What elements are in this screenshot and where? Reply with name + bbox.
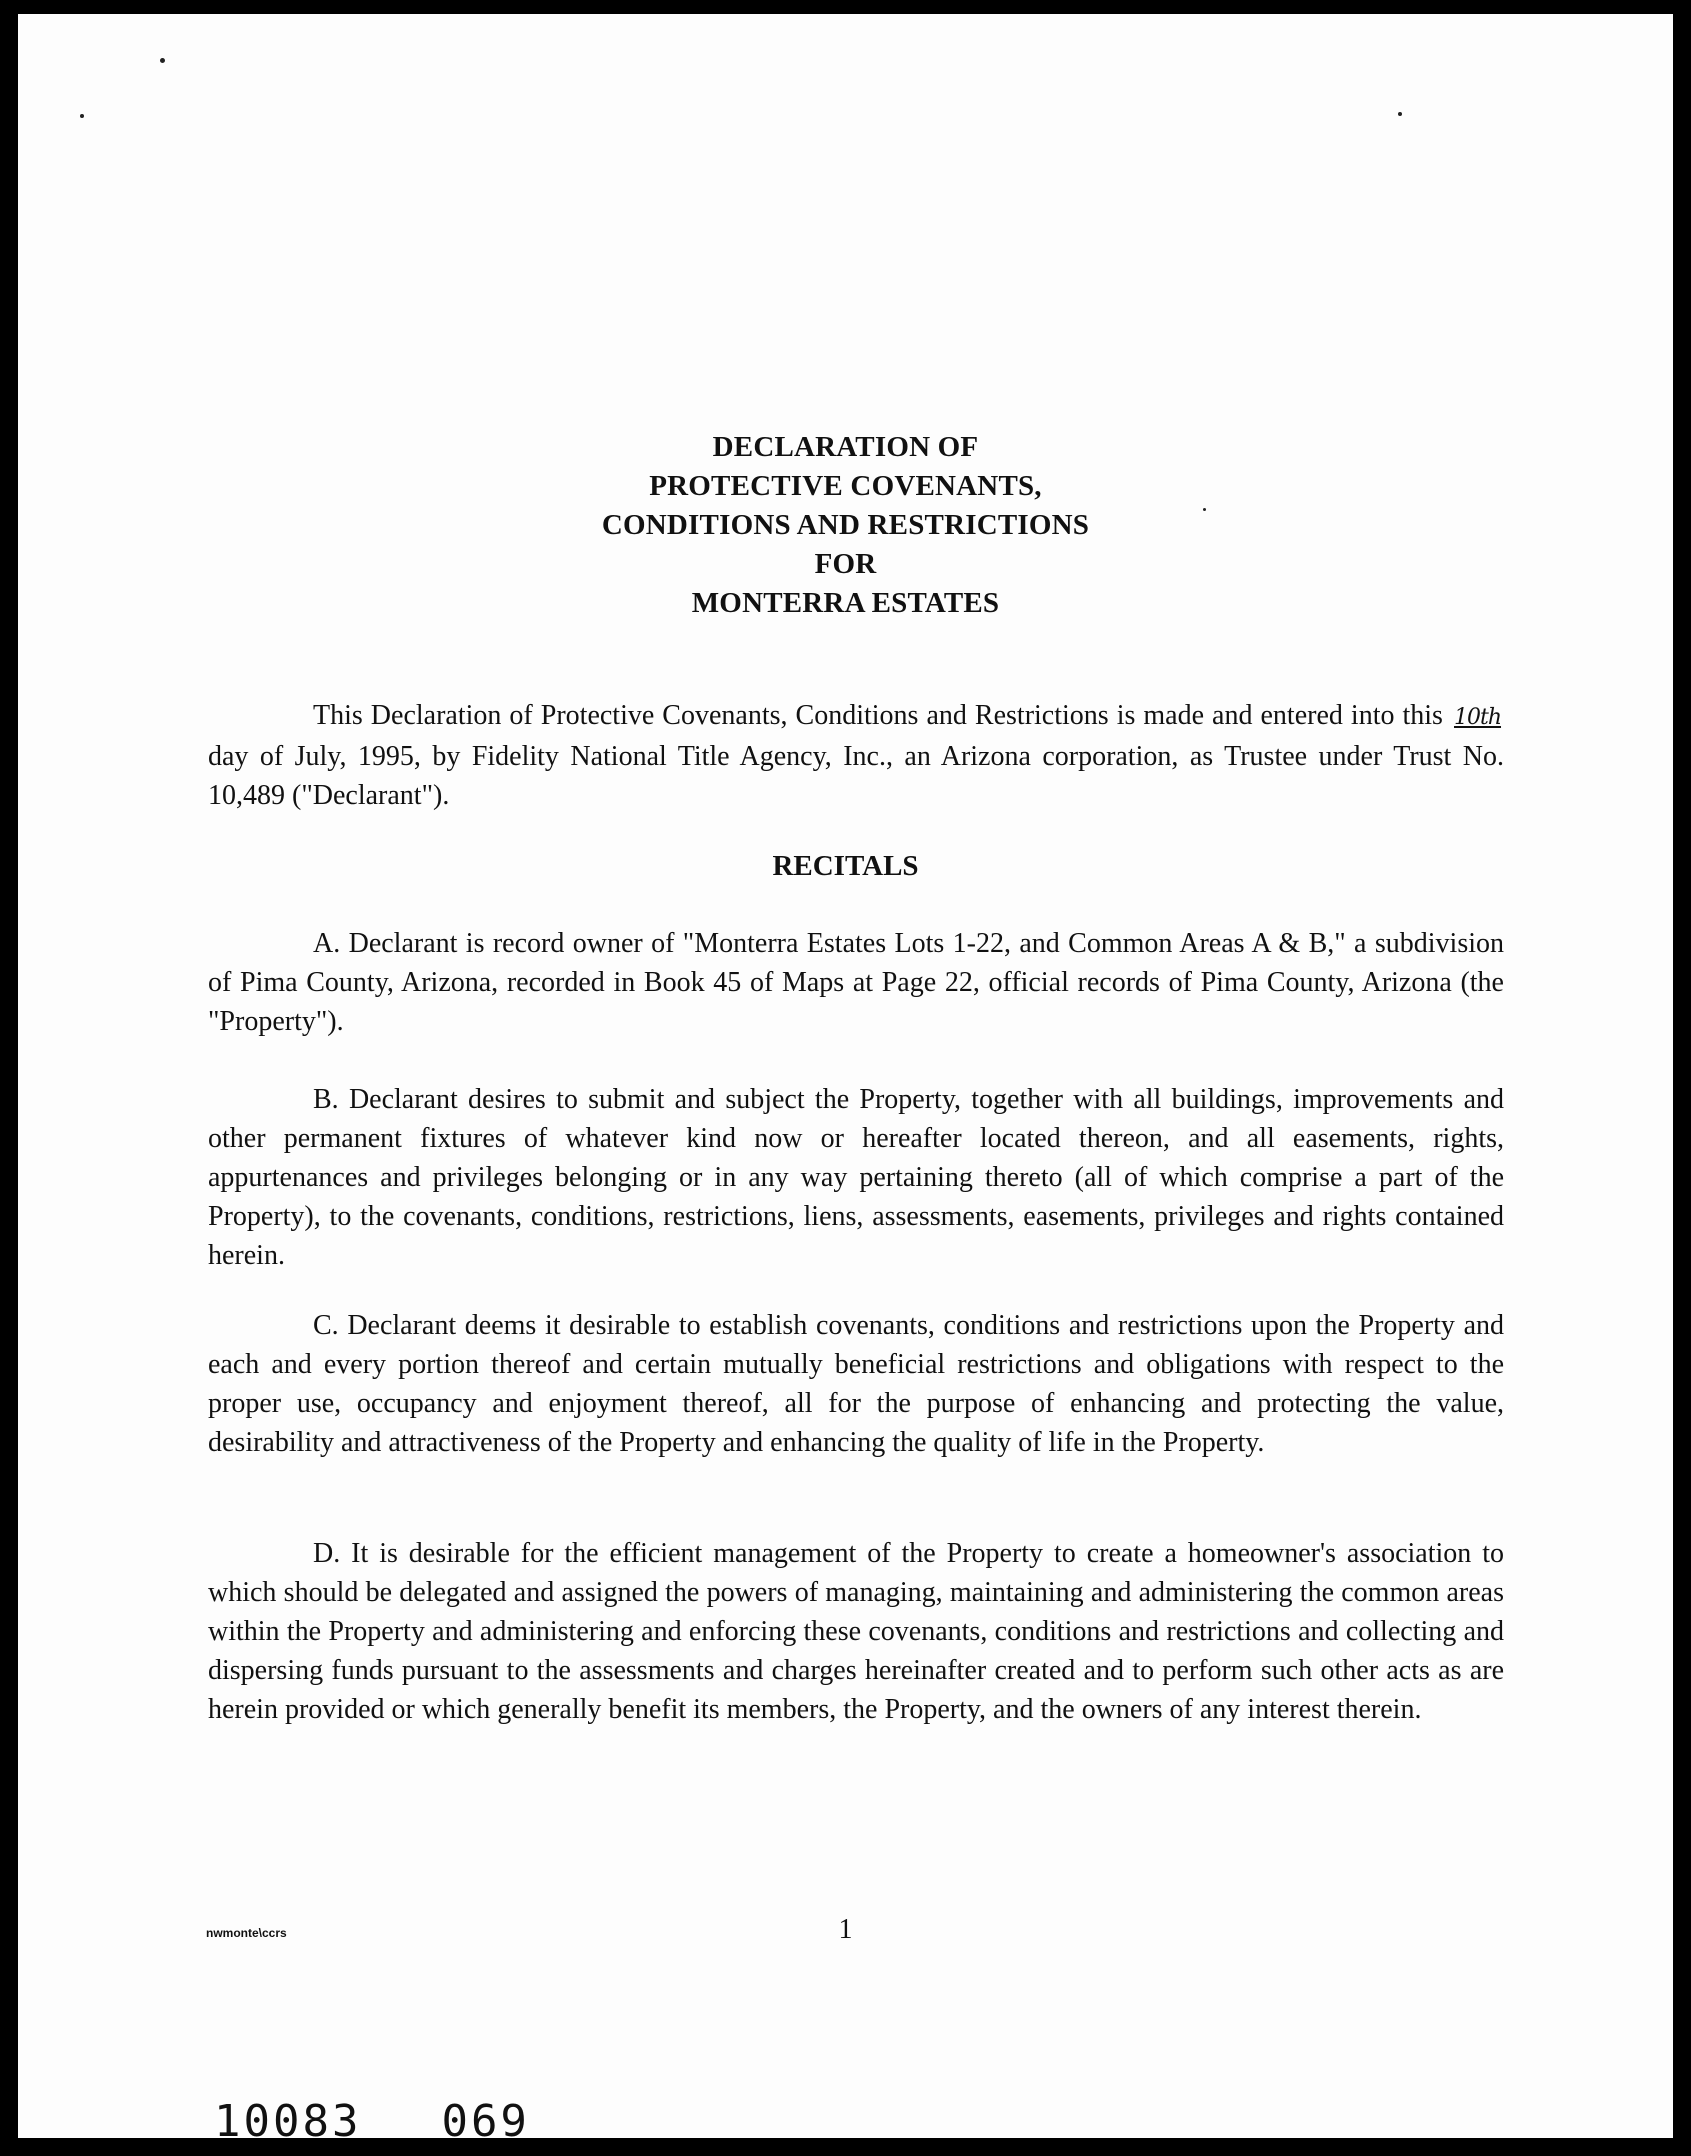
file-code: nwmonte\ccrs <box>206 1926 287 1940</box>
document-number <box>214 2096 530 2147</box>
recital-b-text: B. Declarant desires to submit and subject the Property, together with all buildings, improvements and other permanent fixtures of whatever kind now or hereafter located thereon, and all easements, rights, appurtenances and privileges belonging or in any way pertaining thereto (all of which comprise a part of the Property), to the covenants, conditions, restrictions, liens, assessments, easements, privileges and rights contained herein. <box>208 1084 1504 1271</box>
scan-speck <box>1203 508 1206 511</box>
title-line-1: DECLARATION OF <box>712 431 979 463</box>
recital-d-text: D. It is desirable for the efficient management of the Property to create a homeowner's association to which should be delegated and assigned the powers of managing, maintaining and administering the common areas within the Property and administering and enforcing these covenants, conditions and restrictions and collecting and dispersing funds pursuant to the assessments and charges hereinafter created and to perform such other acts as are herein provided or which generally benefit its members, the Property, and the owners of any interest therein. <box>208 1538 1504 1725</box>
intro-text-start: This Declaration of Protective Covenants, Conditions and Restrictions is made and entered into this <box>313 700 1443 731</box>
intro-paragraph <box>208 696 1504 815</box>
recital-d <box>208 1534 1504 1729</box>
recital-c <box>208 1306 1504 1462</box>
intro-text-end: day of July, 1995, by Fidelity National Title Agency, Inc., an Arizona corporation, as Trustee under Trust No. 10,489 ("Declarant"). <box>208 741 1504 811</box>
title-line-4: FOR <box>814 548 877 580</box>
document-number-right: 069 <box>441 2096 530 2147</box>
page-number: 1 <box>838 1914 853 1945</box>
title-line-2: PROTECTIVE COVENANTS, <box>649 470 1042 502</box>
recitals-heading: RECITALS <box>772 850 919 882</box>
document-title <box>18 428 1673 623</box>
scan-speck <box>1398 112 1402 116</box>
scan-speck <box>80 114 84 118</box>
scan-speck <box>160 58 165 63</box>
title-line-3: CONDITIONS AND RESTRICTIONS <box>601 509 1090 541</box>
recital-a <box>208 924 1504 1041</box>
handwritten-day: 10th <box>1454 705 1502 730</box>
recital-c-text: C. Declarant deems it desirable to establish covenants, conditions and restrictions upon the Property and each and every portion thereof and certain mutually beneficial restrictions and obligations with respect to the proper use, occupancy and enjoyment thereof, all for the purpose of enhancing and protecting the value, desirability and attractiveness of the Property and enhancing the quality of life in the Property. <box>208 1310 1504 1458</box>
document-number-left: 10083 <box>214 2096 362 2147</box>
recital-a-text: A. Declarant is record owner of "Monterra Estates Lots 1-22, and Common Areas A & B," a subdivision of Pima County, Arizona, recorded in Book 45 of Maps at Page 22, official records of Pima County, Arizona (the "Property"). <box>208 928 1504 1037</box>
title-line-5: MONTERRA ESTATES <box>691 587 1000 619</box>
document-page <box>18 14 1673 2147</box>
recital-b <box>208 1080 1504 1275</box>
